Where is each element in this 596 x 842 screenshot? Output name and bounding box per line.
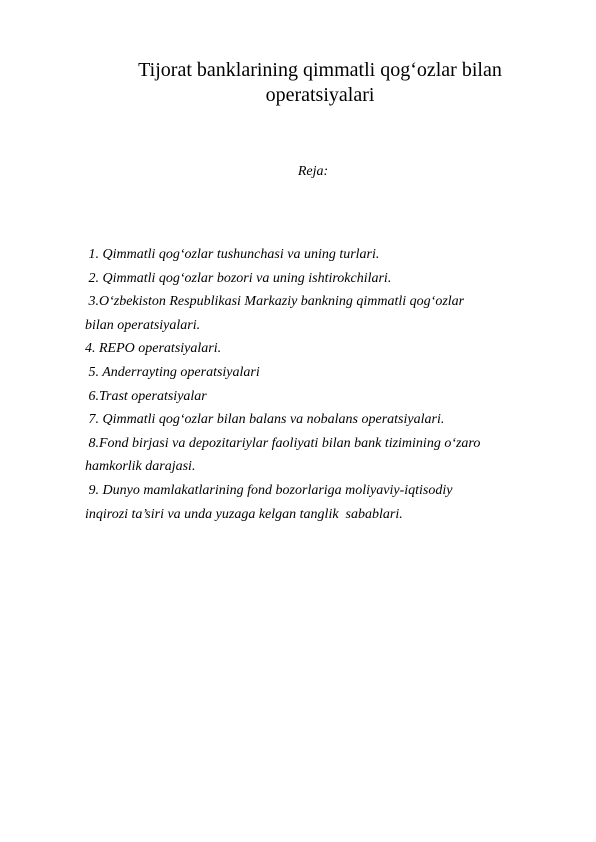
list-item-line: 7. Qimmatli qog‘ozlar bilan balans va nobalans operatsiyalari.	[85, 412, 445, 428]
list-item-line: 6.Trast operatsiyalar	[85, 388, 207, 404]
list-item-line: 8.Fond birjasi va depozitariylar faoliyati bilan bank tizimining o‘zaro	[85, 435, 481, 451]
list-item-line: 9. Dunyo mamlakatlarining fond bozorlariga moliyaviy-iqtisodiy	[85, 482, 453, 498]
list-item	[85, 243, 555, 267]
list-item-line: 1. Qimmatli qog‘ozlar tushunchasi va uning turlari.	[85, 247, 380, 262]
plan-heading: Reja:	[297, 164, 329, 179]
list-item-line: hamkorlik darajasi.	[85, 459, 196, 475]
list-item	[85, 290, 555, 337]
list-item	[85, 385, 555, 409]
list-item	[85, 337, 555, 361]
plan-list	[85, 243, 555, 526]
list-item	[85, 432, 555, 479]
list-item-line: inqirozi ta’siri va unda yuzaga kelgan tanglik sabablari.	[85, 506, 403, 522]
list-item-line: 3.O‘zbekiston Respublikasi Markaziy bankning qimmatli qog‘ozlar	[85, 294, 465, 310]
document-title: Tijorat banklarining qimmatli qog‘ozlar bilan operatsiyalari	[138, 59, 502, 106]
list-item	[85, 361, 555, 385]
list-item-line: 5. Anderrayting operatsiyalari	[85, 364, 260, 380]
list-item-line: bilan operatsiyalari.	[85, 317, 201, 333]
list-item-line: 2. Qimmatli qog‘ozlar bozori va uning ishtirokchilari.	[85, 270, 392, 286]
list-item	[85, 479, 555, 526]
list-item	[85, 267, 555, 291]
list-item	[85, 408, 555, 432]
list-item-line: 4. REPO operatsiyalari.	[85, 341, 222, 357]
